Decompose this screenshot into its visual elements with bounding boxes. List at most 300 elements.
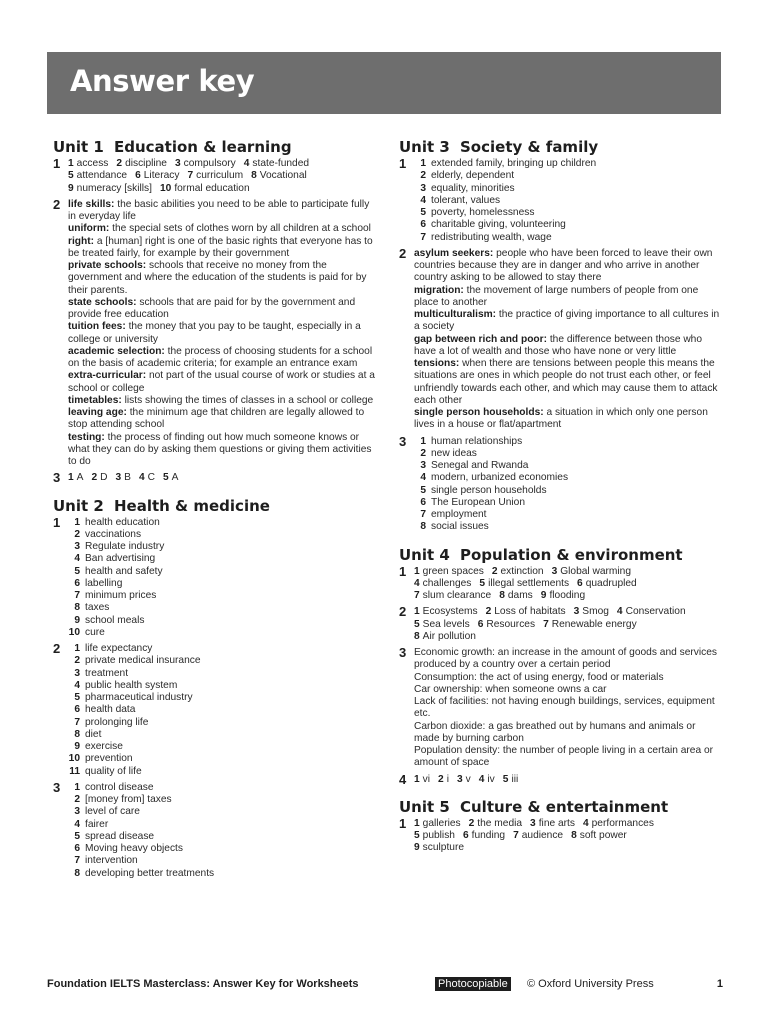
- list-item: [68, 566, 377, 578]
- definition-text: the process of finding out how much someone knows or what they can do by asking them questions or giving them activities to do: [68, 431, 372, 467]
- list-item: [68, 782, 377, 794]
- list-item: [68, 578, 377, 590]
- definition: [414, 309, 721, 334]
- list-item: [68, 655, 377, 667]
- item-text: modern, urbanized economies: [431, 472, 569, 484]
- list-item: [68, 615, 377, 627]
- item-text: prolonging life: [85, 716, 149, 728]
- answer-row: [414, 631, 721, 643]
- list-item: [68, 692, 377, 704]
- list-item: [68, 590, 377, 602]
- list-item: [68, 753, 377, 765]
- item-number: 3: [74, 806, 80, 818]
- list-item: [414, 195, 721, 207]
- item-number: 2: [420, 170, 426, 182]
- item-number: 6: [420, 496, 426, 508]
- item-number: 8: [74, 867, 80, 879]
- list-item: [414, 448, 721, 460]
- item-number: 2: [74, 528, 80, 540]
- item-number: 6: [577, 577, 583, 589]
- definition-term: leaving age:: [68, 407, 127, 418]
- item-number: 4: [420, 194, 426, 206]
- item-number: 5: [163, 472, 169, 484]
- paragraph-list: [414, 647, 721, 770]
- definition: [414, 285, 721, 310]
- definition-term: asylum seekers:: [414, 247, 494, 259]
- inline-rows: [414, 818, 721, 855]
- item-number: 8: [74, 602, 80, 614]
- item-number: 10: [68, 753, 80, 765]
- right-column: [399, 137, 721, 866]
- item-text: galleries: [422, 817, 461, 829]
- definition: [414, 248, 721, 285]
- item-number: 4: [582, 817, 589, 829]
- list-item: [414, 436, 721, 448]
- exercise-number: 3: [53, 779, 61, 795]
- item-number: 2: [91, 472, 98, 484]
- item-text: level of care: [85, 806, 140, 818]
- item-text: iii: [511, 773, 519, 785]
- item-text: treatment: [85, 667, 129, 679]
- item-text: green spaces: [422, 565, 484, 577]
- item-text: quality of life: [85, 765, 142, 777]
- item-number: 1: [414, 817, 420, 829]
- item-number: 1: [420, 158, 426, 169]
- item-text: vi: [422, 773, 431, 785]
- item-text: state-funded: [252, 158, 310, 169]
- item-number: 9: [74, 741, 80, 752]
- list-item: [414, 207, 721, 219]
- item-text: [money from] taxes: [85, 794, 172, 805]
- list-item: [68, 517, 377, 529]
- item-text: challenges: [422, 577, 472, 589]
- item-number: 5: [74, 692, 80, 703]
- item-text: health education: [85, 516, 160, 528]
- item-number: 7: [74, 855, 80, 867]
- item-text: human relationships: [431, 435, 523, 447]
- item-number: 5: [479, 577, 486, 589]
- item-text: poverty, homelessness: [431, 207, 535, 218]
- item-text: audience: [521, 830, 564, 841]
- exercise-number: 1: [399, 815, 407, 831]
- item-text: public health system: [85, 679, 178, 691]
- exercise-number: 2: [399, 604, 407, 620]
- exercise: [399, 606, 721, 643]
- answer-row: [68, 183, 377, 195]
- item-number: 5: [414, 618, 420, 630]
- item-number: 5: [420, 207, 426, 218]
- list-item: [414, 521, 721, 533]
- list-item: [68, 729, 377, 741]
- item-text: extended family, bringing up children: [431, 158, 597, 169]
- item-text: flooding: [549, 590, 586, 601]
- definition-text: the movement of large numbers of people from one place to another: [414, 284, 699, 308]
- item-text: performances: [591, 817, 654, 829]
- inline-rows: [68, 472, 377, 484]
- item-number: 8: [499, 590, 505, 601]
- definition: [68, 346, 377, 371]
- item-number: 5: [74, 565, 80, 577]
- item-text: Ecosystems: [422, 606, 478, 618]
- definition-term: life skills:: [68, 198, 115, 210]
- item-text: pharmaceutical industry: [85, 692, 193, 703]
- exercise-number: 2: [53, 196, 61, 212]
- item-number: 7: [74, 590, 80, 601]
- unit-title: Population & environment: [460, 545, 683, 564]
- definition-text: the basic abilities you need to be able to participate fully in everyday life: [68, 198, 370, 222]
- inline-rows: [68, 158, 377, 195]
- item-text: intervention: [85, 855, 138, 867]
- unit-number: Unit 3: [399, 138, 450, 156]
- item-number: 9: [414, 842, 420, 854]
- item-text: Literacy: [143, 170, 180, 182]
- item-text: Loss of habitats: [494, 606, 566, 618]
- list-item: [414, 183, 721, 195]
- exercise-number: 3: [399, 433, 407, 449]
- definition-text: a situation in which only one person lives in a house or flat/apartment: [414, 407, 708, 431]
- item-text: vaccinations: [85, 528, 142, 540]
- item-number: 3: [420, 460, 426, 471]
- item-text: publish: [422, 830, 455, 841]
- item-number: 3: [115, 472, 122, 484]
- definition: [68, 199, 377, 224]
- definition: [68, 321, 377, 346]
- definition: [68, 260, 377, 297]
- list-item: [68, 680, 377, 692]
- list-item: [68, 627, 377, 639]
- exercise: [399, 647, 721, 770]
- item-text: curriculum: [196, 170, 244, 182]
- item-number: 6: [477, 618, 484, 630]
- numbered-list: [414, 436, 721, 534]
- item-number: 10: [159, 182, 172, 194]
- item-text: Smog: [582, 606, 609, 618]
- item-text: compulsory: [183, 158, 236, 169]
- list-item: [68, 843, 377, 855]
- definition-term: timetables:: [68, 394, 122, 406]
- item-number: 3: [174, 158, 181, 169]
- item-text: single person households: [431, 484, 547, 496]
- item-number: 7: [513, 830, 519, 841]
- answer-row: [414, 606, 721, 618]
- header-banner: [47, 52, 721, 114]
- numbered-list: [68, 643, 377, 778]
- list-item: [414, 497, 721, 509]
- exercise: [399, 563, 721, 603]
- item-number: 7: [420, 231, 426, 243]
- item-number: 2: [438, 773, 444, 785]
- definition: [414, 407, 721, 432]
- publisher-credit: © Oxford University Press: [527, 978, 654, 990]
- definition: [68, 223, 377, 235]
- answer-row: [68, 158, 377, 170]
- exercise-number: 1: [399, 156, 407, 171]
- unit-heading: [53, 137, 377, 157]
- item-text: A: [171, 472, 179, 484]
- exercise-number: 4: [399, 771, 407, 787]
- item-number: 1: [68, 472, 74, 484]
- definition: [68, 236, 377, 261]
- inline-rows: [414, 774, 721, 786]
- list-item: [68, 806, 377, 818]
- item-text: Senegal and Rwanda: [431, 460, 529, 471]
- definition-text: the special sets of clothes worn by all children at a school: [109, 223, 371, 235]
- exercise-number: 1: [53, 156, 61, 171]
- item-text: dams: [507, 590, 533, 601]
- inline-rows: [414, 566, 721, 603]
- unit-heading: [399, 137, 721, 157]
- list-item: [68, 868, 377, 880]
- answer-row: [68, 170, 377, 182]
- item-text: attendance: [76, 170, 128, 182]
- item-text: i: [446, 773, 449, 785]
- answer-paragraph: Consumption: the act of using energy, food or materials: [414, 671, 664, 683]
- item-number: 1: [68, 158, 74, 169]
- definition: [68, 407, 377, 432]
- item-number: 5: [420, 484, 426, 496]
- list-item: [68, 704, 377, 716]
- item-number: 7: [74, 716, 80, 728]
- answer-paragraph: Population density: the number of people living in a certain area or amount of space: [414, 745, 714, 769]
- item-text: prevention: [85, 753, 133, 765]
- definition-text: lists showing the times of classes in a school or college: [121, 394, 374, 406]
- answer-row: [414, 830, 721, 842]
- definition-term: extra-curricular:: [68, 370, 147, 382]
- answer-row: [414, 590, 721, 602]
- item-text: D: [100, 472, 108, 484]
- exercise: [53, 514, 377, 640]
- item-number: 4: [74, 679, 80, 691]
- item-text: health and safety: [85, 565, 163, 577]
- numbered-list: [414, 158, 721, 244]
- item-number: 7: [414, 590, 420, 601]
- list-item: [414, 460, 721, 472]
- definition: [414, 358, 721, 407]
- definition-text: schools that receive no money from the government and where the education of the students is paid for by their parents.: [68, 260, 367, 296]
- item-number: 8: [414, 630, 420, 642]
- item-text: tolerant, values: [431, 194, 501, 206]
- unit-number: Unit 2: [53, 496, 104, 515]
- definition: [68, 432, 377, 469]
- item-number: 2: [468, 817, 475, 829]
- item-number: 4: [616, 606, 623, 618]
- list-item: [68, 794, 377, 806]
- item-number: 3: [573, 606, 580, 618]
- item-text: developing better treatments: [85, 867, 215, 879]
- item-number: 4: [414, 577, 420, 589]
- item-number: 10: [68, 626, 80, 638]
- footer-title: Foundation IELTS Masterclass: Answer Key for Worksheets: [47, 978, 359, 990]
- item-text: school meals: [85, 614, 145, 626]
- item-number: 4: [74, 553, 80, 565]
- item-number: 5: [74, 830, 80, 842]
- item-number: 6: [74, 577, 80, 589]
- exercise-number: 3: [399, 645, 407, 660]
- item-text: iv: [487, 773, 495, 785]
- definition-term: multiculturalism:: [414, 309, 497, 320]
- answer-row: [414, 842, 721, 854]
- item-text: spread disease: [85, 830, 155, 842]
- item-number: 8: [571, 830, 577, 841]
- item-text: control disease: [85, 781, 154, 793]
- definition-term: testing:: [68, 431, 105, 443]
- definition-term: uniform:: [68, 223, 110, 235]
- item-number: 4: [478, 773, 485, 785]
- definition: [414, 334, 721, 359]
- item-number: 1: [414, 606, 420, 618]
- item-text: The European Union: [431, 496, 526, 508]
- exercise-number: 1: [53, 514, 61, 530]
- item-number: 4: [420, 472, 426, 484]
- exercise: [399, 433, 721, 534]
- item-number: 2: [420, 447, 426, 459]
- definition-text: schools that are paid for by the government and provide free education: [68, 296, 356, 320]
- definition-term: academic selection:: [68, 345, 165, 357]
- exercise: [53, 643, 377, 778]
- item-text: Vocational: [259, 170, 307, 182]
- item-number: 8: [251, 170, 257, 182]
- definition-list: [68, 199, 377, 469]
- list-item: [68, 541, 377, 553]
- item-text: Renewable energy: [551, 618, 637, 630]
- unit-title: Health & medicine: [114, 496, 270, 515]
- list-item: [414, 509, 721, 521]
- item-number: 6: [462, 830, 469, 841]
- item-number: 7: [420, 509, 426, 520]
- item-text: private medical insurance: [85, 655, 201, 667]
- item-text: A: [76, 472, 84, 484]
- list-item: [68, 553, 377, 565]
- item-number: 1: [74, 643, 80, 654]
- numbered-list: [68, 517, 377, 640]
- item-number: 2: [485, 606, 492, 618]
- item-number: 5: [502, 773, 509, 785]
- item-number: 5: [414, 830, 420, 841]
- list-item: [68, 602, 377, 614]
- left-column: [53, 137, 377, 891]
- item-text: exercise: [85, 741, 123, 752]
- item-number: 6: [74, 843, 80, 854]
- item-number: 2: [74, 655, 80, 667]
- item-text: fine arts: [538, 817, 575, 829]
- list-item: [414, 219, 721, 231]
- unit-3-section: [399, 137, 721, 534]
- definition: [68, 297, 377, 322]
- item-number: 9: [540, 590, 547, 601]
- item-number: 3: [74, 667, 80, 679]
- list-item: [68, 529, 377, 541]
- item-text: the media: [477, 817, 523, 829]
- item-text: Resources: [486, 618, 536, 630]
- item-text: slum clearance: [422, 590, 492, 601]
- item-text: taxes: [85, 602, 110, 614]
- item-text: C: [147, 472, 155, 484]
- unit-number: Unit 1: [53, 138, 104, 156]
- definition-text: a [human] right is one of the basic rights that everyone has to be treated fairly, for example by their government: [68, 235, 373, 259]
- definition-text: the money that you pay to be taught, especially in a college or university: [68, 321, 361, 345]
- numbered-list: [68, 782, 377, 880]
- exercise: [399, 771, 721, 787]
- item-text: cure: [85, 626, 105, 638]
- list-item: [68, 643, 377, 655]
- exercise: [53, 196, 377, 469]
- answer-paragraph: Economic growth: an increase in the amount of goods and services produced by a country over a certain period: [414, 647, 717, 671]
- list-item: [414, 170, 721, 182]
- unit-title: Society & family: [460, 138, 599, 156]
- exercise: [399, 815, 721, 855]
- answer-row: [68, 472, 377, 484]
- answer-row: [414, 619, 721, 631]
- item-number: 1: [74, 781, 80, 793]
- answer-row: [414, 566, 721, 578]
- definition-term: tuition fees:: [68, 321, 126, 333]
- item-text: health data: [85, 704, 136, 716]
- unit-heading: [53, 496, 377, 516]
- item-number: 2: [116, 158, 123, 169]
- item-text: soft power: [579, 830, 627, 841]
- item-text: social issues: [431, 521, 489, 533]
- item-text: elderly, dependent: [431, 170, 515, 182]
- unit-number: Unit 4: [399, 545, 450, 564]
- definition-list: [414, 248, 721, 432]
- item-number: 2: [491, 565, 498, 577]
- unit-title: Education & learning: [114, 138, 292, 156]
- unit-heading: [399, 797, 721, 817]
- answer-paragraph: Carbon dioxide: a gas breathed out by humans and animals or made by burning carbon: [414, 720, 696, 744]
- item-text: access: [76, 158, 109, 169]
- definition-text: people who have been forced to leave their own countries because they are in danger and who arrive in another country asking to be allowed to stay there: [414, 247, 713, 284]
- exercise: [53, 472, 377, 484]
- item-number: 6: [420, 219, 426, 231]
- item-number: 1: [414, 773, 420, 785]
- exercise: [399, 245, 721, 432]
- definition-text: the practice of giving importance to all cultures in a society: [414, 309, 720, 333]
- item-number: 3: [551, 565, 558, 577]
- list-item: [414, 158, 721, 170]
- definition-term: migration:: [414, 284, 464, 296]
- definition-text: the minimum age that children are legally allowed to stop attending school: [68, 407, 365, 431]
- definition-term: private schools:: [68, 260, 147, 271]
- list-item: [68, 819, 377, 831]
- item-text: illegal settlements: [488, 577, 570, 589]
- item-number: 3: [456, 773, 463, 785]
- answer-paragraph: Lack of facilities: not having enough buildings, services, equipment etc.: [414, 696, 715, 720]
- definition-term: gap between rich and poor:: [414, 333, 548, 345]
- item-number: 6: [74, 704, 80, 716]
- item-text: Sea levels: [422, 618, 470, 630]
- definition-term: right:: [68, 235, 95, 247]
- definition-term: tensions:: [414, 358, 460, 369]
- unit-heading: [399, 545, 721, 565]
- definition: [68, 395, 377, 407]
- list-item: [414, 472, 721, 484]
- list-item: [68, 855, 377, 867]
- definition-term: state schools:: [68, 296, 137, 308]
- unit-5-section: [399, 797, 721, 855]
- definition-text: the difference between those who have a lot of wealth and those who have none or very little: [414, 333, 703, 357]
- inline-rows: [414, 606, 721, 643]
- item-number: 9: [74, 614, 80, 626]
- item-text: Air pollution: [422, 630, 476, 642]
- list-item: [68, 766, 377, 778]
- item-text: formal education: [174, 182, 250, 194]
- answer-row: [414, 818, 721, 830]
- item-text: charitable giving, volunteering: [431, 219, 566, 231]
- item-text: equality, minorities: [431, 182, 515, 194]
- item-number: 3: [530, 817, 536, 829]
- item-number: 8: [74, 728, 80, 740]
- item-text: funding: [471, 830, 506, 841]
